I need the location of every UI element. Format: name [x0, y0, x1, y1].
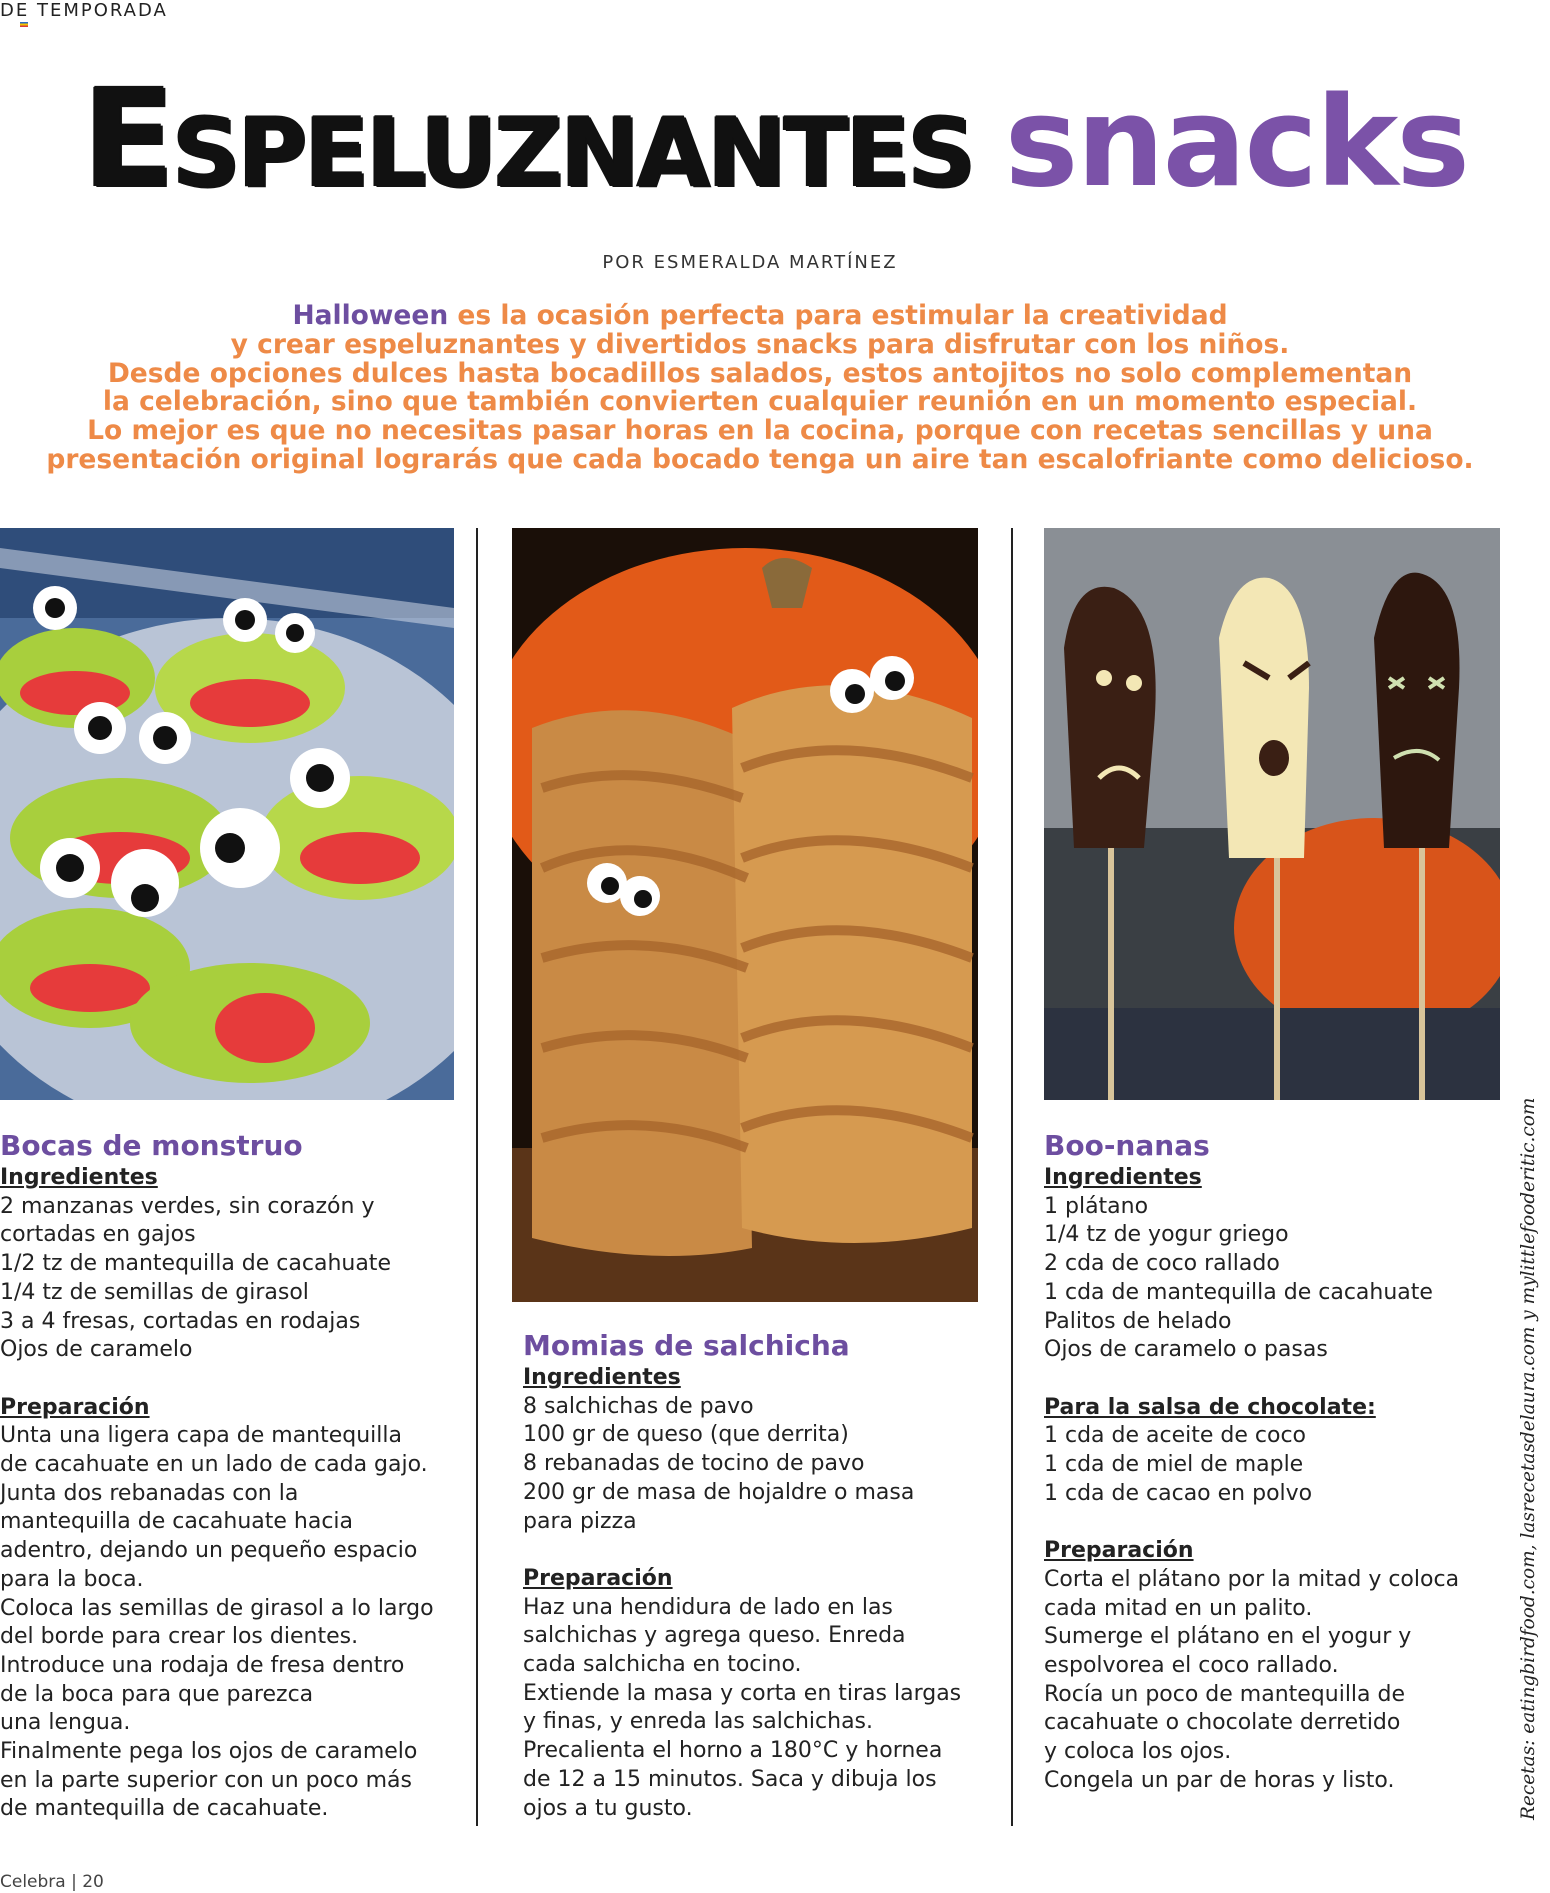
photo-credit: Recetas: eatingbirdfood.com, lasrecetasdelaura.com y mylittlefooderitic.com	[1518, 1097, 1539, 1820]
ingredients-heading: Ingredientes	[1044, 1165, 1202, 1190]
intro-line: y crear espeluznantes y divertidos snacks para disfrutar con los niños.	[230, 328, 1290, 360]
ingredient-item: 2 manzanas verdes, sin corazón y	[0, 1193, 375, 1219]
ingredient-item: cortadas en gajos	[0, 1222, 196, 1248]
ingredient-item: 8 rebanadas de tocino de pavo	[523, 1451, 865, 1477]
ingredients-heading: Ingredientes	[523, 1365, 681, 1390]
preparation-line: ojos a tu gusto.	[523, 1795, 693, 1821]
flag-icon	[20, 22, 28, 27]
preparation-line: Junta dos rebanadas con la	[0, 1480, 299, 1506]
preparation-line: de cacahuate en un lado de cada gajo.	[0, 1452, 428, 1478]
preparation-line: del borde para crear los dientes.	[0, 1624, 359, 1650]
preparation-line: Finalmente pega los ojos de caramelo	[0, 1739, 418, 1765]
preparation-line: Introduce una rodaja de fresa dentro	[0, 1652, 405, 1678]
preparation-line: y coloca los ojos.	[1044, 1739, 1232, 1765]
preparation-heading: Preparación	[0, 1394, 150, 1420]
preparation-line: espolvorea el coco rallado.	[1044, 1652, 1339, 1678]
intro-line: presentación original lograrás que cada bocado tenga un aire tan escalofriante como delicioso.	[46, 443, 1474, 475]
ingredient-item: 200 gr de masa de hojaldre o masa	[523, 1479, 915, 1505]
photo-boo-nanas	[1044, 528, 1500, 1100]
ingredients-heading: Ingredientes	[0, 1165, 158, 1190]
title-word-1: Espeluznantes	[81, 60, 973, 218]
preparation-line: Sumerge el plátano en el yogur y	[1044, 1624, 1412, 1650]
intro-paragraph	[30, 302, 1490, 475]
preparation-line: Rocía un poco de mantequilla de	[1044, 1681, 1406, 1707]
page-title	[0, 60, 1550, 218]
preparation-line: y finas, y enreda las salchichas.	[523, 1709, 874, 1735]
ingredient-item: Ojos de caramelo o pasas	[1044, 1337, 1328, 1363]
sauce-item: 1 cda de cacao en polvo	[1044, 1480, 1313, 1506]
ingredient-item: Palitos de helado	[1044, 1308, 1232, 1334]
recipe-title: Bocas de monstruo	[0, 1129, 303, 1162]
recipe-monster-mouths	[0, 1128, 470, 1824]
ingredient-item: 1/2 tz de mantequilla de cacahuate	[0, 1251, 391, 1277]
sauce-heading: Para la salsa de chocolate:	[1044, 1394, 1376, 1420]
preparation-line: Congela un par de horas y listo.	[1044, 1767, 1395, 1793]
recipe-title: Boo-nanas	[1044, 1129, 1210, 1162]
recipe-boo-nanas	[1044, 1128, 1514, 1795]
preparation-line: Coloca las semillas de girasol a lo largo	[0, 1595, 434, 1621]
preparation-line: cada salchicha en tocino.	[523, 1652, 802, 1678]
preparation-line: mantequilla de cacahuate hacia	[0, 1509, 354, 1535]
ingredient-item: 1/4 tz de semillas de girasol	[0, 1279, 309, 1305]
intro-highlight: Halloween	[292, 300, 449, 331]
ingredient-item: 2 cda de coco rallado	[1044, 1251, 1280, 1277]
preparation-line: para la boca.	[0, 1566, 144, 1592]
preparation-line: Extiende la masa y corta en tiras largas	[523, 1680, 962, 1706]
sauce-item: 1 cda de aceite de coco	[1044, 1423, 1307, 1449]
preparation-line: en la parte superior con un poco más	[0, 1767, 412, 1793]
preparation-line: Haz una hendidura de lado en las	[523, 1594, 893, 1620]
preparation-heading: Preparación	[523, 1565, 673, 1591]
intro-line: Halloween es la ocasión perfecta para estimular la creatividad	[292, 300, 1228, 331]
preparation-line: adentro, dejando un pequeño espacio	[0, 1538, 418, 1564]
intro-line: Desde opciones dulces hasta bocadillos salados, estos antojitos no solo complementan	[107, 357, 1413, 389]
recipe-title: Momias de salchicha	[523, 1329, 850, 1362]
ingredient-item: 1 plátano	[1044, 1193, 1149, 1219]
preparation-line: cada mitad en un palito.	[1044, 1595, 1313, 1621]
page-footer: Celebra | 20	[0, 1872, 104, 1892]
title-word-2: snacks	[1004, 71, 1469, 215]
ingredient-item: 1/4 tz de yogur griego	[1044, 1222, 1289, 1248]
ingredient-item: para pizza	[523, 1508, 637, 1534]
column-divider	[1011, 528, 1013, 1826]
preparation-heading: Preparación	[1044, 1538, 1194, 1564]
ingredient-item: 1 cda de mantequilla de cacahuate	[1044, 1279, 1433, 1305]
ingredient-item: 100 gr de queso (que derrita)	[523, 1422, 849, 1448]
preparation-line: Unta una ligera capa de mantequilla	[0, 1423, 403, 1449]
preparation-line: Corta el plátano por la mitad y coloca	[1044, 1566, 1460, 1592]
preparation-line: de la boca para que parezca	[0, 1681, 314, 1707]
intro-line: la celebración, sino que también convierten cualquier reunión en un momento especial.	[102, 386, 1418, 418]
ingredient-item: 3 a 4 fresas, cortadas en rodajas	[0, 1308, 361, 1334]
ingredient-item: 8 salchichas de pavo	[523, 1393, 754, 1419]
column-divider	[476, 528, 478, 1826]
sauce-item: 1 cda de miel de maple	[1044, 1452, 1304, 1478]
preparation-line: de mantequilla de cacahuate.	[0, 1796, 329, 1822]
preparation-line: de 12 a 15 minutos. Saca y dibuja los	[523, 1766, 937, 1792]
intro-line: Lo mejor es que no necesitas pasar horas en la cocina, porque con recetas sencillas y una	[87, 415, 1433, 447]
photo-monster-mouths	[0, 528, 454, 1100]
byline: POR ESMERALDA MARTÍNEZ	[602, 252, 898, 273]
preparation-line: cacahuate o chocolate derretido	[1044, 1710, 1401, 1736]
preparation-line: Precalienta el horno a 180°C y hornea	[523, 1738, 943, 1764]
ingredient-item: Ojos de caramelo	[0, 1337, 193, 1363]
preparation-line: salchichas y agrega queso. Enreda	[523, 1623, 906, 1649]
section-label: DE TEMPORADA	[0, 0, 168, 21]
preparation-line: una lengua.	[0, 1710, 131, 1736]
photo-sausage-mummies	[512, 528, 978, 1302]
recipe-sausage-mummies	[523, 1328, 1003, 1823]
